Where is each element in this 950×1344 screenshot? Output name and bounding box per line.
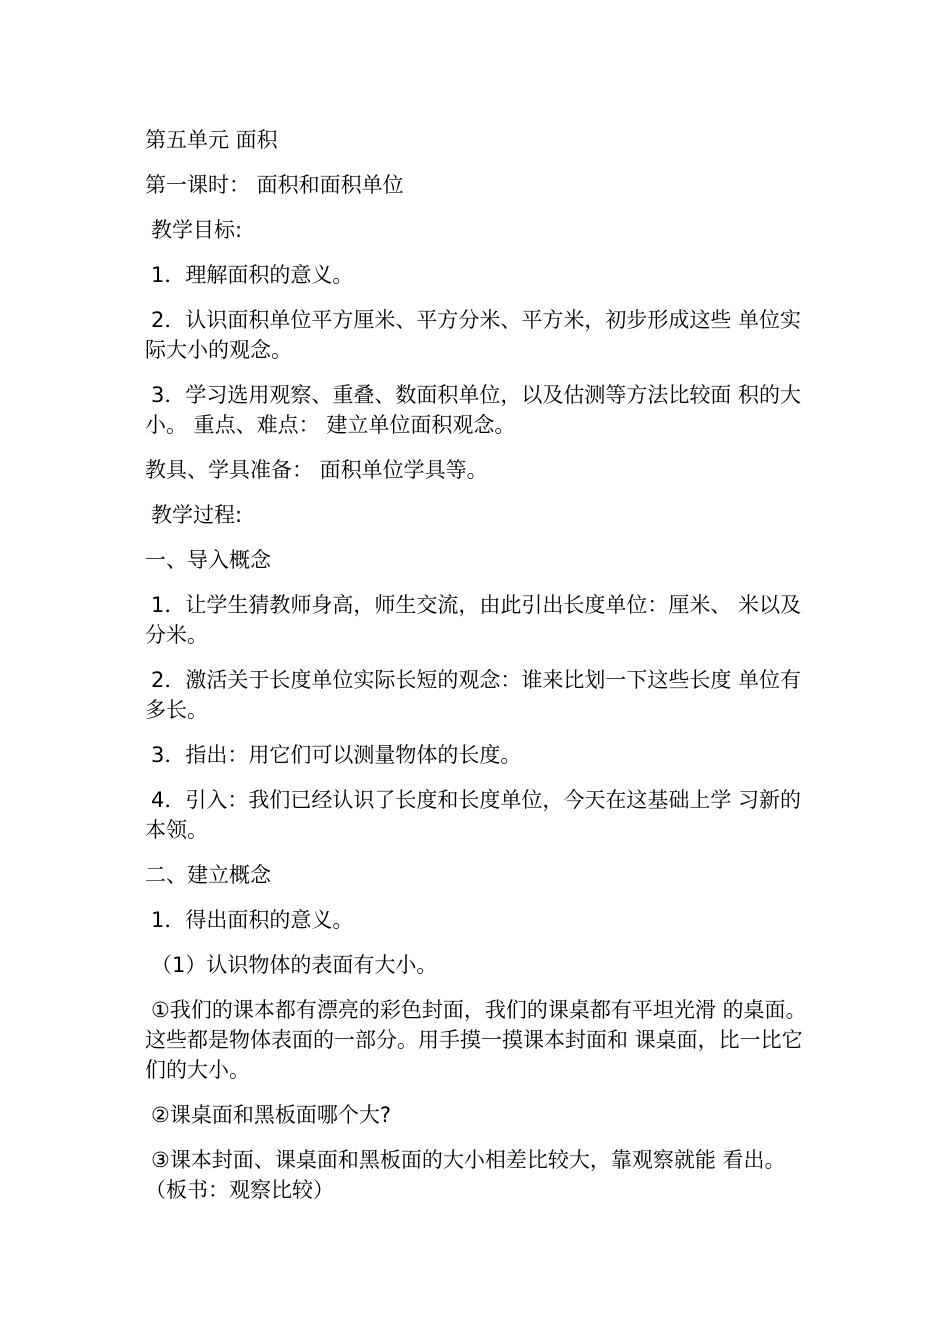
document-body xyxy=(145,125,810,1220)
section-1-heading: 一、导入概念 xyxy=(145,548,271,572)
materials-line: 教具、学具准备： 面积单位学具等。 xyxy=(145,458,488,482)
section-1-item-4: 4．引入：我们已经认识了长度和长度单位，今天在这基础上学 习新的本领。 xyxy=(145,788,802,842)
section-2-circle-2: ②课桌面和黑板面哪个大? xyxy=(151,1103,391,1127)
lesson-title: 第一课时： 面积和面积单位 xyxy=(145,173,404,197)
section-2-circle-1: ①我们的课本都有漂亮的彩色封面，我们的课桌都有平坦光滑 的桌面。这些都是物体表面的一部分。用手摸一摸课本封面和 课桌面，比一比它们的大小。 xyxy=(145,998,807,1082)
section-2-circle-3: ③课本封面、课桌面和黑板面的大小相差比较大，靠观察就能 看出。 （板书：观察比较） xyxy=(145,1148,786,1202)
section-2-heading: 二、建立概念 xyxy=(145,863,271,887)
section-2-item-1: 1．得出面积的意义。 xyxy=(151,908,354,932)
section-1-item-1: 1．让学生猜教师身高，师生交流，由此引出长度单位：厘米、 米以及分米。 xyxy=(145,593,802,647)
process-heading: 教学过程: xyxy=(151,503,243,527)
objective-3: 3．学习选用观察、重叠、数面积单位，以及估测等方法比较面 积的大小。 重点、难点： 建立单位面积观念。 xyxy=(145,383,802,437)
unit-title: 第五单元 面积 xyxy=(145,128,278,152)
objectives-heading: 教学目标: xyxy=(151,218,243,242)
section-2-sub-1: （1）认识物体的表面有大小。 xyxy=(151,953,438,977)
section-1-item-3: 3．指出：用它们可以测量物体的长度。 xyxy=(151,743,522,767)
objective-2: 2．认识面积单位平方厘米、平方分米、平方米，初步形成这些 单位实际大小的观念。 xyxy=(145,308,802,362)
section-1-item-2: 2．激活关于长度单位实际长短的观念：谁来比划一下这些长度 单位有多长。 xyxy=(145,668,802,722)
objective-1: 1．理解面积的意义。 xyxy=(151,263,354,287)
